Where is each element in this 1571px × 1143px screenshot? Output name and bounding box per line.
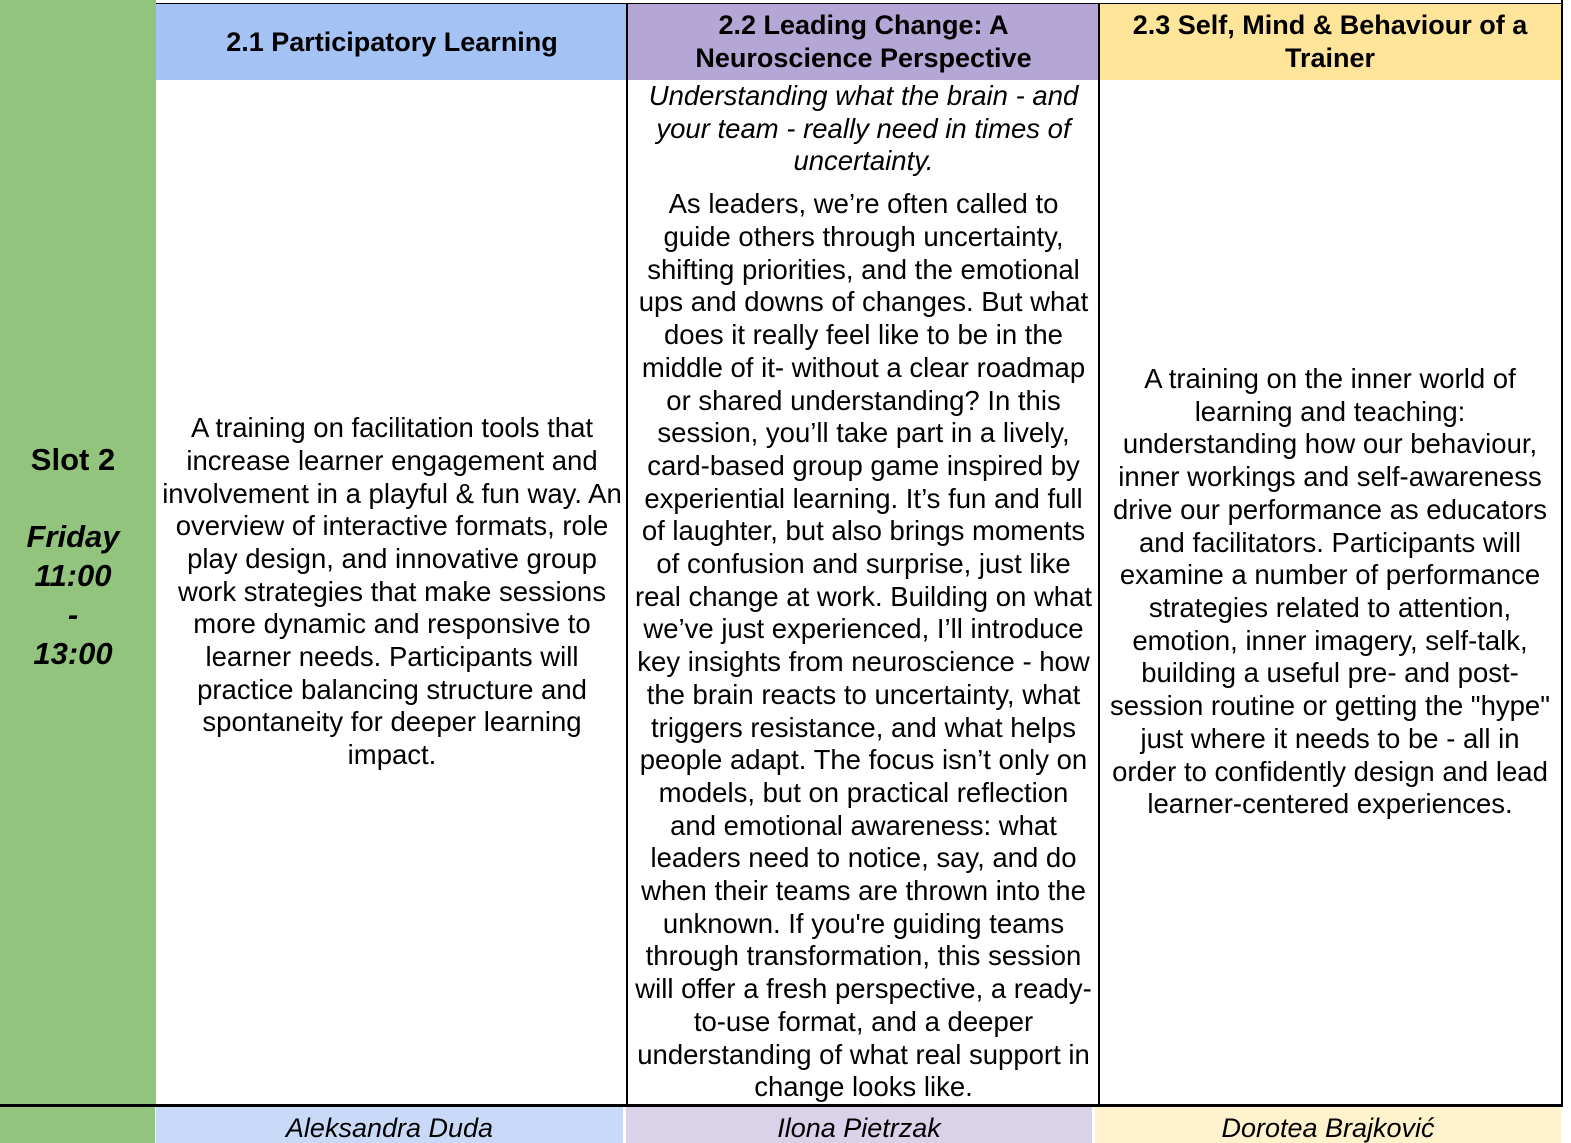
session-2-body xyxy=(628,80,1099,1104)
slot-day: Friday xyxy=(26,519,120,554)
session-3-header xyxy=(1099,4,1561,80)
slot-end-time: 13:00 xyxy=(33,636,113,671)
session-1-title: 2.1 Participatory Learning xyxy=(226,26,558,57)
session-2-trainer-cell xyxy=(626,1107,1092,1143)
session-2-trainer: Ilona Pietrzak xyxy=(777,1113,941,1143)
grid-line-vertical-1 xyxy=(626,4,628,1104)
session-3-trainer: Dorotea Brajković xyxy=(1221,1113,1435,1143)
session-2-title: 2.2 Leading Change: A Neuroscience Perspective xyxy=(695,10,1032,73)
session-1-trainer: Aleksandra Duda xyxy=(285,1113,494,1143)
session-2-header xyxy=(628,4,1099,80)
slot-column-next xyxy=(0,1107,155,1143)
grid-line-top xyxy=(156,3,1562,4)
grid-line-vertical-2 xyxy=(1098,4,1100,1104)
slot-time-dash: - xyxy=(67,597,79,632)
session-1-description: A training on facilitation tools that increase learner engagement and involvement in a playful & fun way. An overview of interactive formats, role play design, and innovative group work strategies that make sessions more dynamic and responsive to learner needs. Participants will practice balancing structure and spontaneity for deeper learning impact. xyxy=(162,412,622,771)
session-1-body xyxy=(156,80,628,1104)
session-2-description: As leaders, we’re often called to guide others through uncertainty, shifting priorities, and the emotional ups and downs of changes. But what does it really feel like to be in the middle of it- without a clear roadmap or shared understanding? In this session, you’ll take part in a lively, card-based group game inspired by experiential learning. It’s fun and full of laughter, but also brings moments of confusion and surprise, just like real change at work. Building on what we’ve just experienced, I’ll introduce key insights from neuroscience - how the brain reacts to uncertainty, what triggers resistance, and what helps people adapt. The focus isn’t only on models, but on practical reflection and emotional awareness: what leaders need to notice, say, and do when their teams are thrown into the unknown. If you're guiding teams through transformation, this session will offer a fresh perspective, a ready-to-use format, and a deeper understanding of what real support in change looks like. xyxy=(634,188,1093,1103)
session-3-body xyxy=(1099,80,1561,1104)
slot-start-time: 11:00 xyxy=(34,558,112,593)
session-3-description: A training on the inner world of learning and teaching: understanding how our behaviour, inner workings and self-awareness drive our performance as educators and facilitators. Participants will examine a number of performance strategies related to attention, emotion, inner imagery, self-talk, building a useful pre- and post-session routine or getting the "hype" just where it needs to be - all in order to confidently design and lead learner-centered experiences. xyxy=(1110,363,1550,820)
session-3-title: 2.3 Self, Mind & Behaviour of a Trainer xyxy=(1132,10,1528,73)
slot-name: Slot 2 xyxy=(30,442,116,477)
session-1-trainer-cell xyxy=(156,1107,623,1143)
grid-line-right xyxy=(1561,0,1563,1104)
session-2-tagline: Understanding what the brain - and your team - really need in times of uncertainty. xyxy=(648,80,1079,177)
slot-label xyxy=(0,440,146,673)
session-3-trainer-cell xyxy=(1095,1107,1561,1143)
session-1-header xyxy=(156,4,628,80)
